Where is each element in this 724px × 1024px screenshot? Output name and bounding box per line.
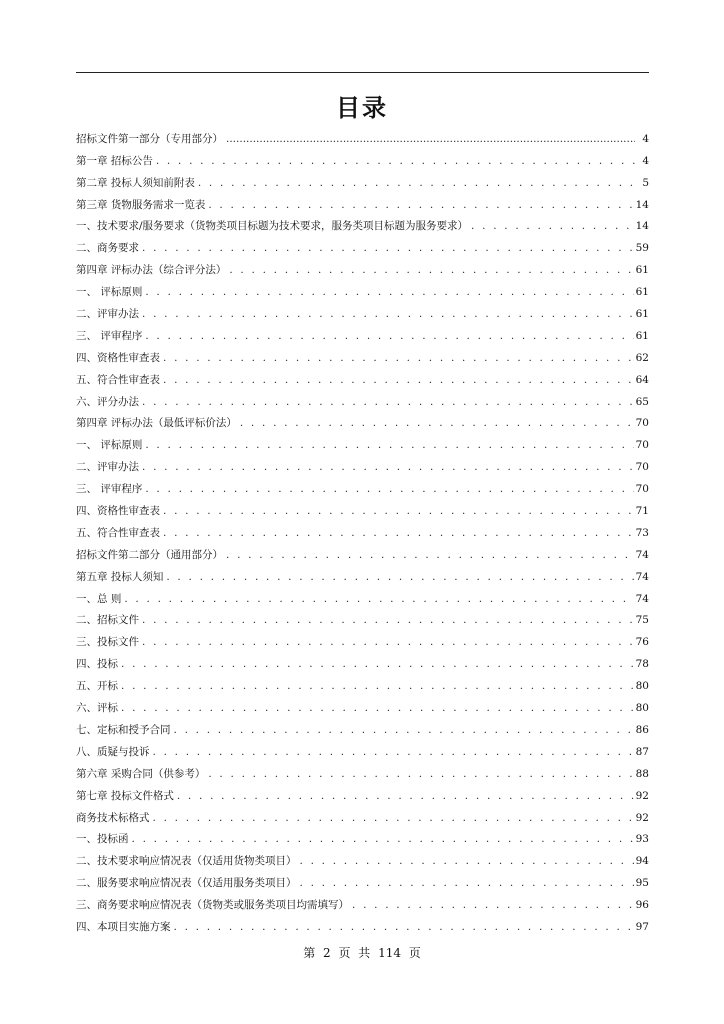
toc-entry-page-number: 80	[635, 702, 649, 715]
toc-entry-page-number: 93	[635, 833, 649, 846]
page-title: 目录	[336, 94, 388, 122]
toc-entry-title: 三、 评审程序	[76, 483, 143, 496]
toc-entry-title: 第二章 投标人须知前附表	[76, 176, 195, 189]
toc-entry[interactable]	[76, 671, 649, 693]
toc-entry-page-number: 70	[635, 439, 649, 452]
toc-dot-leader	[142, 613, 634, 627]
toc-entry[interactable]	[76, 825, 649, 847]
toc-dot-leader	[198, 176, 635, 190]
toc-entry[interactable]	[76, 255, 649, 277]
header-rule	[76, 72, 649, 73]
toc-entry-page-number: 59	[635, 242, 649, 255]
toc-entry-title: 三、投标文件	[76, 636, 139, 649]
toc-entry-title: 一、 评标原则	[76, 286, 143, 299]
toc-entry[interactable]	[76, 343, 649, 365]
toc-entry[interactable]	[76, 846, 649, 868]
toc-dot-leader	[300, 876, 634, 890]
toc-entry[interactable]	[76, 496, 649, 518]
toc-entry[interactable]	[76, 146, 649, 168]
toc-entry-page-number: 74	[635, 592, 649, 605]
toc-dot-leader	[177, 789, 634, 803]
toc-entry-title: 二、评审办法	[76, 461, 139, 474]
toc-entry[interactable]	[76, 277, 649, 299]
toc-entry-page-number: 92	[635, 789, 649, 802]
toc-entry-page-number: 78	[635, 658, 649, 671]
toc-entry[interactable]	[76, 430, 649, 452]
toc-entry-page-number: 76	[635, 636, 649, 649]
toc-entry[interactable]	[76, 299, 649, 321]
toc-entry[interactable]	[76, 759, 649, 781]
toc-dot-leader	[300, 854, 634, 868]
toc-entry-title: 五、符合性审查表	[76, 373, 160, 386]
toc-entry-page-number: 87	[635, 745, 649, 758]
toc-entry-title: 二、服务要求响应情况表（仅适用服务类项目）	[76, 877, 297, 890]
toc-entry[interactable]	[76, 540, 649, 562]
toc-dot-leader	[124, 592, 633, 606]
toc-entry[interactable]	[76, 387, 649, 409]
toc-dot-leader	[142, 395, 634, 409]
toc-entry-page-number: 88	[635, 767, 649, 780]
toc-entry-page-number: 70	[635, 483, 649, 496]
toc-dot-leader	[142, 635, 634, 649]
toc-entry-title: 第一章 招标公告	[76, 154, 153, 167]
toc-entry[interactable]	[76, 562, 649, 584]
toc-entry-title: 一、技术要求/服务要求（货物类项目标题为技术要求，服务类项目标题为服务要求）	[76, 220, 469, 233]
toc-entry-title: 二、评审办法	[76, 308, 139, 321]
toc-entry[interactable]	[76, 584, 649, 606]
toc-entry[interactable]	[76, 321, 649, 343]
toc-entry-page-number: 70	[635, 417, 649, 430]
toc-entry[interactable]	[76, 649, 649, 671]
toc-entry-title: 招标文件第一部分（专用部分）	[76, 132, 223, 145]
toc-dot-leader	[471, 219, 634, 233]
toc-entry-page-number: 4	[642, 132, 649, 145]
toc-dot-leader	[174, 723, 634, 737]
toc-entry[interactable]	[76, 409, 649, 431]
page-footer: 第 2 页 共 114 页	[303, 946, 421, 960]
toc-dot-leader	[156, 154, 635, 168]
toc-entry-title: 三、商务要求响应情况表（货物类或服务类项目均需填写）	[76, 899, 349, 912]
toc-entry-page-number: 75	[635, 614, 649, 627]
toc-dot-leader	[121, 657, 634, 671]
toc-entry-title: 五、开标	[76, 680, 118, 693]
toc-entry-page-number: 64	[635, 373, 649, 386]
toc-dot-leader	[166, 570, 633, 584]
toc-entry-title: 八、质疑与投诉	[76, 745, 150, 758]
toc-entry-page-number: 70	[635, 461, 649, 474]
toc-entry[interactable]	[76, 474, 649, 496]
toc-entry[interactable]	[76, 890, 649, 912]
toc-entry-page-number: 73	[635, 526, 649, 539]
toc-dot-leader	[208, 198, 633, 212]
toc-entry[interactable]	[76, 190, 649, 212]
toc-entry-page-number: 95	[635, 877, 649, 890]
toc-entry[interactable]	[76, 233, 649, 255]
toc-entry-page-number: 61	[635, 329, 649, 342]
toc-entry-title: 四、资格性审查表	[76, 351, 160, 364]
toc-entry-title: 招标文件第二部分（通用部分）	[76, 548, 223, 561]
toc-dot-leader	[352, 898, 634, 912]
toc-entry[interactable]	[76, 737, 649, 759]
toc-entry-title: 三、 评审程序	[76, 329, 143, 342]
toc-entry-title: 第七章 投标文件格式	[76, 789, 174, 802]
toc-entry-page-number: 80	[635, 680, 649, 693]
toc-entry[interactable]	[76, 518, 649, 540]
toc-dot-leader	[240, 416, 634, 430]
toc-entry[interactable]	[76, 912, 649, 934]
toc-entry-title: 六、评标	[76, 702, 118, 715]
toc-dot-leader	[226, 548, 634, 562]
toc-dot-leader	[163, 351, 634, 365]
toc-dot-leader	[121, 701, 634, 715]
toc-dot-leader	[132, 832, 634, 846]
toc-entry-title: 六、评分办法	[76, 395, 139, 408]
toc-entry-title: 七、定标和授予合同	[76, 723, 171, 736]
toc-entry[interactable]	[76, 606, 649, 628]
toc-dot-leader	[145, 329, 633, 343]
toc-entry-page-number: 74	[635, 570, 649, 583]
toc-entry-page-number: 71	[635, 505, 649, 518]
toc-dot-leader	[121, 679, 634, 693]
toc-entry-title: 第三章 货物服务需求一览表	[76, 198, 206, 211]
toc-entry-title: 第六章 采购合同（供参考）	[76, 767, 206, 780]
toc-entry-title: 四、投标	[76, 658, 118, 671]
toc-entry-page-number: 92	[635, 811, 649, 824]
toc-entry-title: 第四章 评标办法（最低评标价法）	[76, 417, 237, 430]
toc-dot-leader	[145, 285, 633, 299]
toc-dot-leader	[153, 811, 634, 825]
toc-entry-title: 五、符合性审查表	[76, 526, 160, 539]
toc-entry[interactable]	[76, 212, 649, 234]
toc-entry-title: 第四章 评标办法（综合评分法）	[76, 264, 227, 277]
toc-entry-title: 四、本项目实施方案	[76, 920, 171, 933]
toc-dot-leader	[142, 241, 634, 255]
toc-dot-leader	[142, 460, 634, 474]
toc-entry[interactable]	[76, 168, 649, 190]
toc-entry-page-number: 5	[642, 176, 649, 189]
table-of-contents	[76, 124, 649, 934]
toc-entry-title: 二、商务要求	[76, 242, 139, 255]
toc-entry[interactable]	[76, 452, 649, 474]
toc-dot-leader	[174, 920, 634, 934]
toc-entry-title: 一、投标函	[76, 833, 129, 846]
toc-entry[interactable]	[76, 693, 649, 715]
toc-entry-page-number: 4	[642, 154, 649, 167]
toc-entry[interactable]	[76, 868, 649, 890]
toc-dot-leader	[208, 767, 633, 781]
toc-entry-page-number: 94	[635, 855, 649, 868]
toc-dot-leader	[163, 526, 634, 540]
toc-entry-title: 一、总 则	[76, 592, 122, 605]
toc-entry-page-number: 97	[635, 920, 649, 933]
toc-entry-page-number: 86	[635, 723, 649, 736]
toc-dot-leader	[229, 263, 633, 277]
toc-dot-leader	[145, 482, 633, 496]
toc-entry-title: 二、招标文件	[76, 614, 139, 627]
toc-entry-page-number: 14	[635, 198, 649, 211]
toc-entry-page-number: 14	[635, 220, 649, 233]
toc-entry-title: 二、技术要求响应情况表（仅适用货物类项目）	[76, 855, 297, 868]
toc-entry-page-number: 74	[635, 548, 649, 561]
toc-entry-title: 四、资格性审查表	[76, 505, 160, 518]
toc-entry[interactable]	[76, 627, 649, 649]
toc-entry-page-number: 65	[635, 395, 649, 408]
toc-entry[interactable]	[76, 781, 649, 803]
toc-entry-page-number: 61	[635, 286, 649, 299]
toc-dot-leader	[163, 504, 634, 518]
toc-entry-title: 第五章 投标人须知	[76, 570, 164, 583]
toc-dot-leader	[163, 373, 634, 387]
toc-entry[interactable]	[76, 365, 649, 387]
toc-entry-title: 一、 评标原则	[76, 439, 143, 452]
toc-dot-leader	[142, 307, 634, 321]
toc-entry-page-number: 61	[635, 264, 649, 277]
toc-entry-title: 商务技术标格式	[76, 811, 150, 824]
toc-dot-leader	[145, 438, 633, 452]
toc-entry-page-number: 61	[635, 308, 649, 321]
toc-entry[interactable]	[76, 124, 649, 146]
toc-entry-page-number: 96	[635, 899, 649, 912]
toc-entry[interactable]	[76, 803, 649, 825]
toc-entry-page-number: 62	[635, 351, 649, 364]
toc-dot-leader	[153, 745, 634, 759]
toc-entry[interactable]	[76, 715, 649, 737]
toc-dot-leader	[226, 132, 635, 146]
